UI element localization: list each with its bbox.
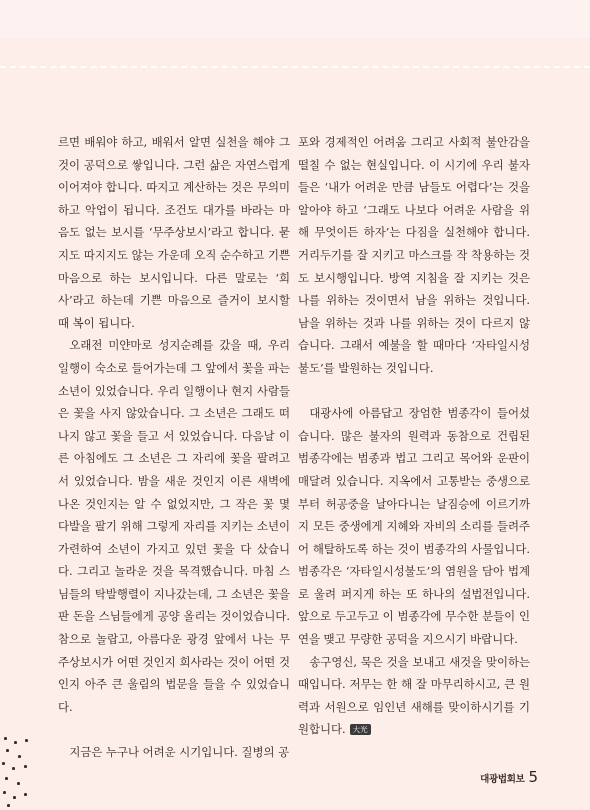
dot xyxy=(6,749,9,752)
article-column-left xyxy=(58,131,290,764)
article-paragraph: 포와 경제적인 어려움 그리고 사회적 불안감을 떨칠 수 없는 현실입니다. 이 시기에 우리 불자들은 ‘내가 어려운 만큼 남들도 어렵다’는 것을 알아야 하고 ‘그래도 나보다 어려운 사람을 위해 무엇이든 하자’는 다짐을 실천해야 합니다. 거리두기를 잘 지키고 마스크를 작 착용하는 것도 보시행입니다. 방역 지침을 잘 지키는 것은 나를 위하는 것이면서 남을 위하는 것입니다. 남을 위하는 것과 나를 위하는 것이 다르지 않습니다. 그래서 예불을 할 때마다 ‘자타일시성불도’를 발원하는 것입니다. xyxy=(298,135,530,375)
page-number: 5 xyxy=(528,768,538,786)
dot xyxy=(24,793,27,796)
publication-name: 대광법회보 xyxy=(480,774,525,785)
article-paragraph: 르면 배워야 하고, 배워서 알면 실천을 해야 그것이 공덕으로 쌓입니다. 그런 삶은 자연스럽게 이어져야 합니다. 따지고 계산하는 것은 무의미하고 악업이 됩니다. 조건도 대가를 바라는 마음도 없는 보시를 ‘무주상보시’라고 합니다. 묻지도 따지지도 않는 가운데 오직 순수하고 기쁜 마음으로 하는 보시입니다. 다른 말로는 ‘희사’라고 하는데 기쁜 마음으로 즐거이 보시할 때 복이 됩니다. xyxy=(58,135,290,330)
dot xyxy=(12,767,15,770)
article-paragraph-text: 송구영신, 묵은 것을 보내고 새것을 맞이하는 때입니다. 저무는 한 해 잘 마무리하시고, 큰 원력과 서원으로 임인년 새해를 맞이하시기를 기원합니다. xyxy=(298,654,530,737)
article-paragraph: 지금은 누구나 어려운 시기입니다. 질병의 공 xyxy=(69,745,290,760)
article-paragraph-last xyxy=(298,651,530,741)
article-column-right xyxy=(298,131,530,741)
dot xyxy=(3,791,6,794)
dot xyxy=(14,741,17,744)
dot xyxy=(17,782,20,785)
end-mark-logo: 大光 xyxy=(350,724,371,735)
dot xyxy=(7,804,10,807)
dot xyxy=(24,765,27,768)
dot xyxy=(4,737,7,740)
dot xyxy=(25,739,28,742)
article-paragraph: 오래전 미얀마로 성지순례를 갔을 때, 우리 일행이 숙소로 들어가는데 그 앞에서 꽃을 파는 소년이 있었습니다. 우리 일행이나 현지 사람들은 꽃을 사지 않았습니다. 그 소년은 그래도 떠나지 않고 꽃을 들고 서 있었습니다. 다음날 이른 아침에도 그 소년은 그 자리에 꽃을 팔려고 서 있었습니다. 밤을 새운 것인지 이른 새벽에 나온 것인지는 알 수 없었지만, 그 작은 꽃 몇 다발을 팔기 위해 그렇게 자리를 지키는 소년이 가련하여 소년이 가지고 있던 꽃을 다 샀습니다. 그리고 놀라운 것을 목격했습니다. 마침 스님들의 탁발행렬이 지나갔는데, 그 소년은 꽃을 판 돈을 스님들에게 공양 올리는 것이었습니다. 참으로 놀랍고, 아름다운 광경 앞에서 나는 무주상보시가 어떤 것인지 희사라는 것이 어떤 것인지 아주 큰 울림의 법문을 들을 수 있었습니다. xyxy=(58,338,290,714)
decorative-dot-pattern xyxy=(0,735,45,810)
paragraph-gap xyxy=(298,380,530,403)
dot xyxy=(5,777,8,780)
dot xyxy=(13,796,16,799)
dashed-divider xyxy=(0,66,590,68)
top-band xyxy=(0,0,590,38)
paragraph-gap xyxy=(58,718,290,741)
page-footer xyxy=(480,768,538,786)
dot xyxy=(18,755,21,758)
article-paragraph: 대광사에 아름답고 장엄한 범종각이 들어섰습니다. 많은 불자의 원력과 동참으로 건립된 범종각에는 범종과 법고 그리고 목어와 운판이 매달려 있습니다. 지옥에서 고통받는 중생으로부터 허공중을 날아다니는 날짐승에 이르기까지 모든 중생에게 지혜와 자비의 소리를 들려주어 해탈하도록 하는 것이 범종각의 사물입니다. 범종각은 ‘자타일시성불도’의 염원을 담아 법계로 울려 퍼지게 하는 또 하나의 설법전입니다. 앞으로 두고두고 이 범종각에 무수한 분들이 인연을 맺고 무량한 공덕을 지으시기 바랍니다. xyxy=(298,406,530,647)
dot xyxy=(2,762,5,765)
